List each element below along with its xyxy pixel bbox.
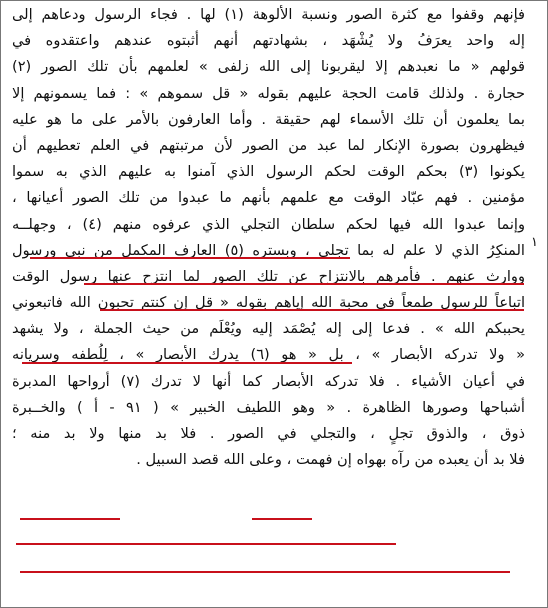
ink-underline xyxy=(20,518,120,520)
text-line: فلا بد أن يعبده من رآه بهواه إن فهمت ، وعلى الله قصد السبيل . xyxy=(136,451,525,469)
ink-underline xyxy=(16,543,396,545)
ink-underline xyxy=(100,309,524,311)
text-line: وإنما عبدوا الله فيها لحكم سلطان التجلي الذي عرفوه منهم (٤) ، وجهلــه xyxy=(12,215,525,233)
text-line: فيظهرون بصورة الإنكار لما عبد من الصور لأن مرتبتهم في العلم تعطيهم أن xyxy=(12,136,525,154)
text-line: يكونوا (٣) بحكم الوقت لحكم الرسول الذي آمنوا به عليهم الذي به سموا xyxy=(12,163,525,181)
text-body xyxy=(12,2,525,473)
text-line: حجارة . ولذلك قامت الحجة عليهم بقوله « قل سموهم » : فما يسمونهم إلا xyxy=(12,84,525,102)
text-line: إله واحد يعرَفُ ولا يُشْهَد ، بشهادتهم أنهم أثبتوه عندهم واعتقدوه في xyxy=(12,32,525,50)
text-line: قولهم « ما نعبدهم إلا ليقربونا إلى الله زلفى » لعلمهم بأن تلك الصور (٢) xyxy=(12,58,525,76)
text-line: « ولا تدركه الأبصار » ، بل « هو (٦) يدرك الأبصار » ، لِلُطفه وسريانه xyxy=(12,346,525,364)
ink-underline xyxy=(30,257,350,259)
text-line: مؤمنين . فهم عبّاد الوقت مع علمهم بأنهم ما عبدوا من تلك الصور أعيانها ، xyxy=(12,189,525,207)
ink-underline xyxy=(22,362,352,364)
text-line: أشباحها وصورها الظاهرة . « وهو اللطيف الخبير » ( ٩١ - أ ) والخــبرة xyxy=(12,398,525,416)
text-line: المنكِرُ الذي لا علم له بما تجلى ، وبستره (٥) العارف المكمل من نبي ورسول xyxy=(12,241,525,259)
text-line: فإنهم وقفوا مع كثرة الصور ونسبة الألوهة (١) لها . فجاء الرسول ودعاهم إلى xyxy=(12,6,525,23)
text-line: ووارث عنهم . فأمرهم بالانتزاح عن تلك الصور لما انتزح عنها رسول الوقت xyxy=(12,267,525,285)
ink-underline xyxy=(20,571,510,573)
text-line: ذوق ، والذوق تجلٍ ، والتجلي في الصور . فلا بد منها ولا بد منه ؛ xyxy=(12,425,525,442)
ink-underline xyxy=(252,518,312,520)
ink-underline xyxy=(84,283,524,285)
text-line: اتباعاً للرسول طمعاً في محبة الله إياهم بقوله « قل إن كنتم تحبون الله فاتبعوني xyxy=(12,294,525,312)
text-line: يحببكم الله » . فدعا إلى إله يُصْمَد إليه ويُعْلَم من حيث الجملة ، ولا يشهد xyxy=(12,320,525,338)
margin-marker: ١ xyxy=(531,235,538,250)
text-line: بما يعلمون أن تلك الأسماء لهم حقيقة . وأما العارفون بالأمر على ما هو عليه xyxy=(12,110,525,128)
text-line: في أعيان الأشياء . فلا تدركه الأبصار كما أنها لا تدرك (٧) أرواحها المدبرة xyxy=(12,372,525,390)
